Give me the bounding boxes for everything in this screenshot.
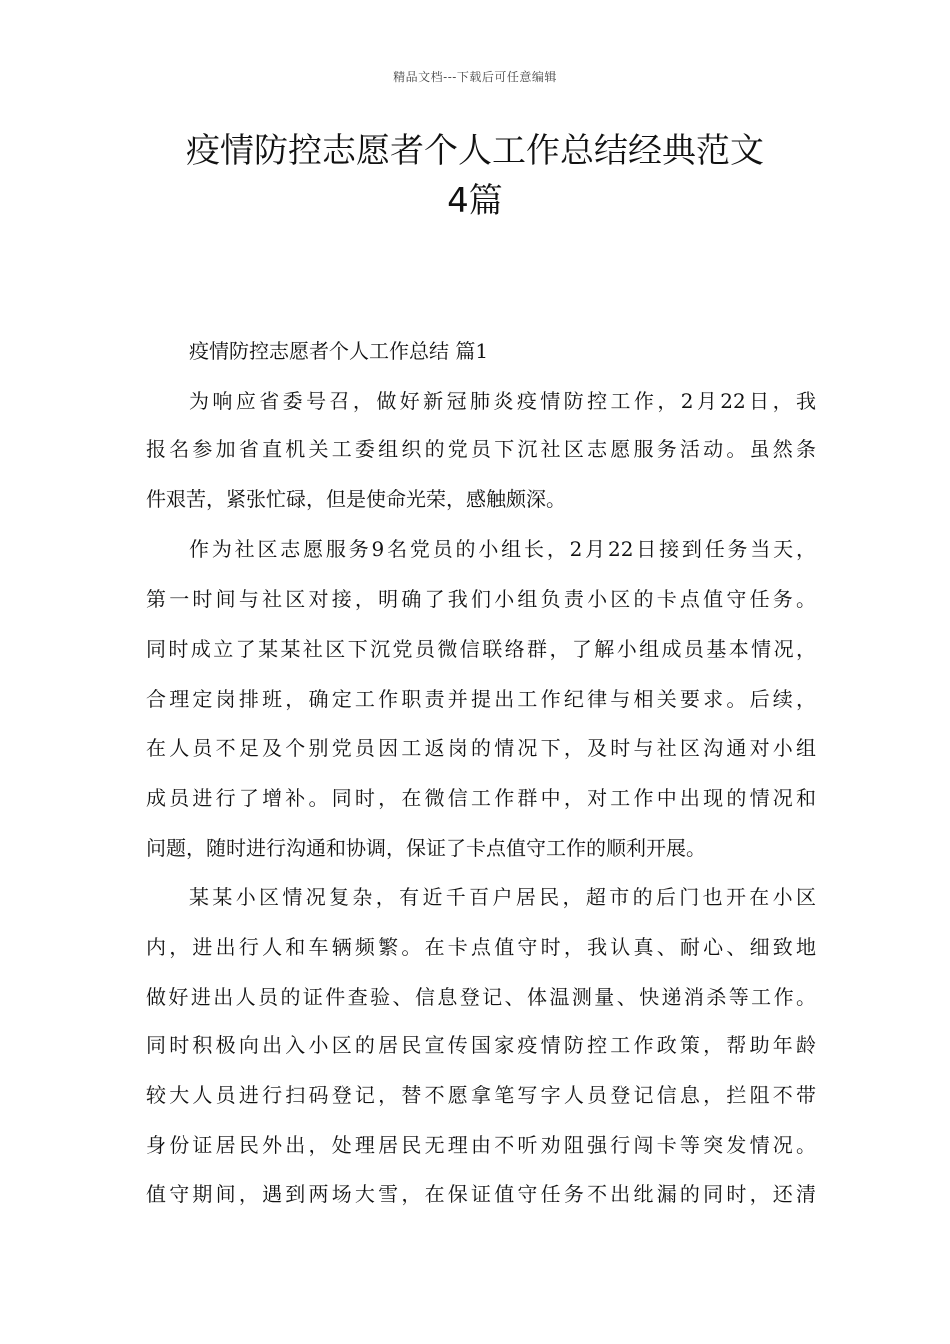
- paragraph-3-line-6: 身份证居民外出，处理居民无理由不听劝阻强行闯卡等突发情况。: [146, 1133, 816, 1157]
- document-title-line-2: 4篇: [447, 181, 503, 221]
- paragraph-1-line-1: 为响应省委号召，做好新冠肺炎疫情防控工作，2月22日，我: [189, 389, 816, 413]
- paragraph-3-line-5: 较大人员进行扫码登记，替不愿拿笔写字人员登记信息，拦阻不带: [146, 1083, 816, 1107]
- page-header-note: 精品文档---下载后可任意编辑: [393, 70, 557, 84]
- paragraph-2-line-6: 成员进行了增补。同时，在微信工作群中，对工作中出现的情况和: [146, 786, 816, 810]
- paragraph-2-line-3: 同时成立了某某社区下沉党员微信联络群，了解小组成员基本情况，: [146, 637, 816, 661]
- paragraph-2-line-7: 问题，随时进行沟通和协调，保证了卡点值守工作的顺利开展。: [146, 836, 706, 860]
- paragraph-2-line-5: 在人员不足及个别党员因工返岗的情况下，及时与社区沟通对小组: [146, 736, 816, 760]
- document-title-line-1: 疫情防控志愿者个人工作总结经典范文: [186, 131, 764, 171]
- paragraph-3-line-1: 某某小区情况复杂，有近千百户居民，超市的后门也开在小区: [189, 885, 816, 909]
- paragraph-3-line-4: 同时积极向出入小区的居民宣传国家疫情防控工作政策，帮助年龄: [146, 1033, 816, 1057]
- paragraph-1-line-2: 报名参加省直机关工委组织的党员下沉社区志愿服务活动。虽然条: [146, 437, 816, 461]
- section-heading: 疫情防控志愿者个人工作总结 篇1: [189, 339, 489, 363]
- paragraph-3-line-3: 做好进出人员的证件查验、信息登记、体温测量、快递消杀等工作。: [146, 985, 816, 1009]
- paragraph-3-line-2: 内，进出行人和车辆频繁。在卡点值守时，我认真、耐心、细致地: [146, 935, 816, 959]
- paragraph-1-line-3: 件艰苦，紧张忙碌，但是使命光荣，感触颇深。: [146, 487, 566, 511]
- document-title: [110, 126, 840, 226]
- paragraph-3-line-7: 值守期间，遇到两场大雪，在保证值守任务不出纰漏的同时，还清: [146, 1182, 816, 1206]
- paragraph-2-line-4: 合理定岗排班，确定工作职责并提出工作纪律与相关要求。后续，: [146, 687, 816, 711]
- paragraph-2-line-2: 第一时间与社区对接，明确了我们小组负责小区的卡点值守任务。: [146, 587, 816, 611]
- paragraph-2-line-1: 作为社区志愿服务9名党员的小组长，2月22日接到任务当天，: [189, 537, 816, 561]
